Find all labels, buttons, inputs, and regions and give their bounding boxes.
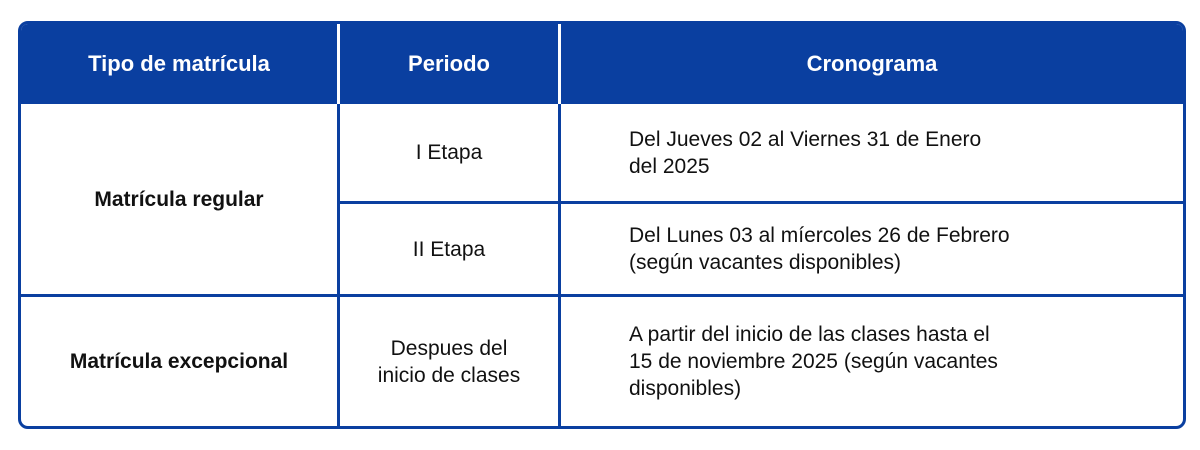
cell-tipo-excepcional (21, 294, 337, 426)
header-tipo-label: Tipo de matrícula (88, 51, 270, 76)
cell-cronograma-etapa-2 (558, 201, 1183, 294)
cell-cronograma-etapa-1 (558, 104, 1183, 201)
header-periodo-label: Periodo (408, 51, 490, 76)
enrollment-schedule-table (18, 21, 1186, 429)
cell-periodo-etapa-1 (337, 104, 558, 201)
cell-periodo-etapa-2 (337, 201, 558, 294)
header-cronograma-label: Cronograma (806, 51, 938, 76)
header-periodo (337, 24, 558, 104)
cronograma-etapa-2-text: Del Lunes 03 al míercoles 26 de Febrero (según vacantes disponibles) (629, 224, 1010, 274)
periodo-despues-text: Despues del inicio de clases (377, 336, 521, 387)
table-grid (21, 24, 1183, 426)
tipo-excepcional-text: Matrícula excepcional (69, 350, 289, 373)
header-cronograma (558, 24, 1183, 104)
cronograma-excepcional-text: A partir del inicio de las clases hasta el 15 de noviembre 2025 (según vacantes disponibles) (629, 323, 998, 400)
cell-cronograma-excepcional (558, 294, 1183, 426)
periodo-etapa-2-text: II Etapa (412, 237, 486, 261)
periodo-etapa-1-text: I Etapa (415, 141, 483, 164)
header-tipo-matricula (21, 24, 337, 104)
tipo-regular-text: Matrícula regular (94, 187, 264, 211)
cronograma-etapa-1-text: Del Jueves 02 al Viernes 31 de Enero del 2025 (629, 127, 982, 178)
cell-periodo-despues (337, 294, 558, 426)
cell-tipo-regular (21, 104, 337, 294)
